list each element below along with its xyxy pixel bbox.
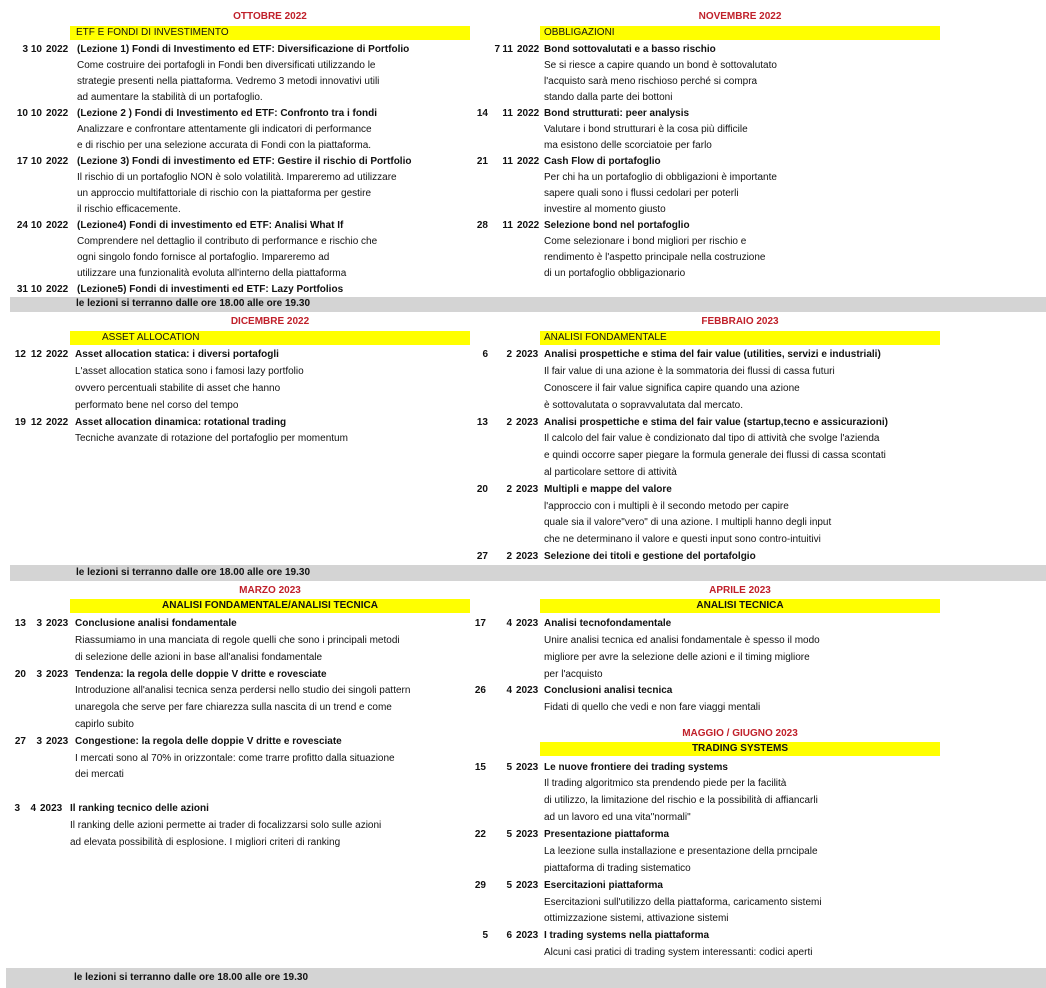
lesson-title: (Lezione5) Fondi di investimenti ed ETF: Lazy Portfolios	[77, 284, 344, 295]
date-day: 20	[476, 484, 488, 495]
date-day: 17	[16, 156, 28, 167]
month-heading-february: FEBBRAIO 2023	[701, 316, 779, 327]
date-year: 2023	[516, 880, 539, 891]
date-year: 2023	[516, 762, 539, 773]
date-day: 14	[476, 108, 488, 119]
date-month: 10	[30, 220, 42, 231]
date-month: 4	[506, 618, 512, 629]
date-year: 2023	[40, 803, 63, 814]
lesson-title: (Lezione 1) Fondi di Investimento ed ETF: Diversificazione di Portfolio	[77, 44, 410, 55]
date-year: 2022	[517, 156, 540, 167]
lesson-desc: che ne determinano il valore e questi input sono contro-intuitivi	[544, 534, 821, 545]
lesson-desc: ogni singolo fondo fornisce al portafoglio. Impareremo ad	[77, 252, 330, 263]
lesson-desc: Comprendere nel dettaglio il contributo di performance e rischio che	[77, 236, 378, 247]
date-year: 2022	[46, 44, 69, 55]
date-year: 2022	[46, 284, 69, 295]
month-heading-march: MARZO 2023	[239, 585, 301, 596]
date-year: 2023	[46, 736, 69, 747]
date-month: 11	[502, 220, 513, 231]
lesson-title: Analisi tecnofondamentale	[544, 618, 672, 629]
month-heading-december: DICEMBRE 2022	[230, 316, 310, 327]
lesson-title: Bond sottovalutati e a basso rischio	[544, 44, 716, 55]
lesson-title: Selezione bond nel portafoglio	[544, 220, 690, 231]
date-day: 26	[474, 685, 486, 696]
lesson-title: (Lezione4) Fondi di investimento ed ETF: Analisi What If	[77, 220, 344, 231]
date-year: 2023	[516, 829, 539, 840]
lesson-desc: di selezione delle azioni in base all'analisi fondamentale	[75, 652, 323, 663]
lesson-title: Il ranking tecnico delle azioni	[70, 803, 209, 814]
lesson-desc: unaregola che serve per fare chiarezza sulla nascita di un trend e come	[75, 702, 392, 713]
lesson-title: Le nuove frontiere dei trading systems	[544, 762, 728, 773]
schedule-note-bar	[6, 968, 1046, 988]
lesson-desc: ad un lavoro ed una vita"normali"	[544, 812, 691, 823]
date-year: 2023	[516, 930, 539, 941]
lesson-title: Presentazione piattaforma	[544, 829, 670, 840]
date-year: 2023	[46, 618, 69, 629]
date-day: 3	[22, 44, 28, 55]
lesson-title: Congestione: la regola delle doppie V dritte e rovesciate	[75, 736, 342, 747]
lesson-desc: investire al momento giusto	[544, 204, 666, 215]
schedule-note-bar	[10, 297, 1046, 312]
lesson-title: Cash Flow di portafoglio	[544, 156, 661, 167]
topic-bar-may-june: TRADING SYSTEMS	[540, 742, 940, 756]
lesson-desc: rendimento è l'aspetto principale nella costruzione	[544, 252, 766, 263]
month-heading-april: APRILE 2023	[709, 585, 771, 596]
date-day: 27	[14, 736, 26, 747]
lesson-title: (Lezione 3) Fondi di investimento ed ETF: Gestire il rischio di Portfolio	[77, 156, 412, 167]
date-day: 13	[14, 618, 26, 629]
schedule-note: le lezioni si terranno dalle ore 18.00 alle ore 19.30	[76, 567, 310, 578]
lesson-desc: il rischio efficacemente.	[77, 204, 181, 215]
lesson-desc: Il trading algoritmico sta prendendo piede per la facilità	[544, 778, 787, 789]
date-year: 2022	[46, 417, 69, 428]
date-day: 27	[476, 551, 488, 562]
date-year: 2023	[516, 551, 539, 562]
date-day: 17	[474, 618, 486, 629]
topic-bar-december: ASSET ALLOCATION	[70, 331, 470, 345]
date-day: 12	[14, 349, 26, 360]
lesson-desc: e di rischio per una selezione accurata di Fondi con la piattaforma.	[77, 140, 372, 151]
lesson-title: Selezione dei titoli e gestione del portafolgio	[544, 551, 756, 562]
lesson-desc: di utilizzo, la limitazione del rischio e la possibilità di affiancarli	[544, 795, 818, 806]
lesson-title: Tendenza: la regola delle doppie V dritte e rovesciate	[75, 669, 327, 680]
lesson-desc: un approccio multifattoriale di rischio con la piattaforma per gestire	[77, 188, 372, 199]
date-month: 5	[506, 762, 512, 773]
lesson-title: Asset allocation statica: i diversi portafogli	[75, 349, 279, 360]
date-month: 10	[30, 156, 42, 167]
date-month: 6	[506, 930, 512, 941]
date-month: 4	[30, 803, 36, 814]
lesson-desc: stando dalla parte dei bottoni	[544, 92, 673, 103]
date-month: 12	[30, 417, 42, 428]
lesson-desc: capirlo subito	[75, 719, 134, 730]
date-year: 2023	[516, 484, 539, 495]
date-month: 2	[506, 551, 512, 562]
lesson-desc: dei mercati	[75, 769, 124, 780]
date-day: 20	[14, 669, 26, 680]
lesson-desc: strategie presenti nella piattaforma. Vedremo 3 metodi innovativi utili	[77, 76, 380, 87]
date-month: 2	[506, 349, 512, 360]
lesson-title: Analisi prospettiche e stima del fair value (startup,tecno e assicurazioni)	[544, 417, 888, 428]
lesson-desc: di un portafoglio obbligazionario	[544, 268, 686, 279]
schedule-note: le lezioni si terranno dalle ore 18.00 alle ore 19.30	[74, 972, 308, 983]
date-year: 2023	[516, 685, 539, 696]
lesson-desc: l'approccio con i multipli è il secondo metodo per capire	[544, 501, 789, 512]
lesson-desc: migliore per avre la selezione delle azioni e il timing migliore	[544, 652, 810, 663]
lesson-desc: I mercati sono al 70% in orizzontale: come trarre profitto dalla situazione	[75, 753, 395, 764]
lesson-desc: Alcuni casi pratici di trading system interessanti: codici aperti	[544, 947, 813, 958]
date-year: 2022	[517, 108, 540, 119]
month-heading-november: NOVEMBRE 2022	[698, 11, 782, 22]
lesson-desc: performato bene nel corso del tempo	[75, 400, 239, 411]
lesson-desc: Unire analisi tecnica ed analisi fondamentale è spesso il modo	[544, 635, 820, 646]
lesson-desc: piattaforma di trading sistematico	[544, 863, 691, 874]
lesson-title: I trading systems nella piattaforma	[544, 930, 710, 941]
lesson-desc: Analizzare e confrontare attentamente gli indicatori di performance	[77, 124, 372, 135]
lesson-desc: quale sia il valore"vero" di una azione. I multipli hanno degli input	[544, 517, 832, 528]
topic-bar-october: ETF E FONDI DI INVESTIMENTO	[70, 26, 470, 40]
date-month: 5	[506, 880, 512, 891]
date-year: 2022	[46, 108, 69, 119]
topic-bar-april: ANALISI TECNICA	[540, 599, 940, 613]
lesson-desc: ma esistono delle scorciatoie per farlo	[544, 140, 712, 151]
date-day: 31	[16, 284, 28, 295]
lesson-desc: Fidati di quello che vedi e non fare viaggi mentali	[544, 702, 761, 713]
lesson-desc: Il calcolo del fair value è condizionato dal tipo di attività che svolge l'azienda	[544, 433, 880, 444]
date-month: 11	[502, 156, 513, 167]
date-month: 4	[506, 685, 512, 696]
date-month: 5	[506, 829, 512, 840]
lesson-title: Analisi prospettiche e stima del fair value (utilities, servizi e industriali)	[544, 349, 881, 360]
lesson-desc: Tecniche avanzate di rotazione del portafoglio per momentum	[75, 433, 348, 444]
date-day: 22	[474, 829, 486, 840]
schedule-note-bar	[10, 565, 1046, 581]
lesson-desc: Se si riesce a capire quando un bond è sottovalutato	[544, 60, 777, 71]
lesson-desc: utilizzare una funzionalità evoluta all'interno della piattaforma	[77, 268, 347, 279]
lesson-desc: L'asset allocation statica sono i famosi lazy portfolio	[75, 366, 304, 377]
lesson-desc: Il ranking delle azioni permette ai trader di focalizzarsi solo sulle azioni	[70, 820, 382, 831]
lesson-title: Multipli e mappe del valore	[544, 484, 672, 495]
lesson-title: Esercitazioni piattaforma	[544, 880, 663, 891]
date-day: 13	[476, 417, 488, 428]
topic-bar-november: OBBLIGAZIONI	[540, 26, 940, 40]
date-day: 10	[16, 108, 28, 119]
date-year: 2023	[46, 669, 69, 680]
lesson-desc: Esercitazioni sull'utilizzo della piattaforma, caricamento sistemi	[544, 897, 822, 908]
lesson-title: Asset allocation dinamica: rotational trading	[75, 417, 287, 428]
lesson-desc: ovvero percentuali stabilite di asset che hanno	[75, 383, 281, 394]
lesson-desc: ad elevata possibilità di esplosione. I migliori criteri di ranking	[70, 837, 341, 848]
date-day: 15	[474, 762, 486, 773]
date-month: 11	[502, 44, 513, 55]
date-year: 2023	[516, 618, 539, 629]
month-heading-may-june: MAGGIO / GIUGNO 2023	[682, 728, 798, 739]
lesson-desc: ad aumentare la stabilità di un portafoglio.	[77, 92, 263, 103]
month-heading-october: OTTOBRE 2022	[233, 11, 307, 22]
lesson-desc: al particolare settore di attività	[544, 467, 677, 478]
lesson-desc: Come selezionare i bond migliori per rischio e	[544, 236, 747, 247]
date-day: 24	[16, 220, 28, 231]
date-month: 10	[30, 284, 42, 295]
lesson-desc: è sottovalutata o sopravvalutata dal mercato.	[544, 400, 744, 411]
topic-bar-february: ANALISI FONDAMENTALE	[540, 331, 940, 345]
date-month: 3	[36, 736, 42, 747]
date-year: 2022	[46, 156, 69, 167]
date-month: 2	[506, 484, 512, 495]
lesson-desc: ottimizzazione sistemi, attivazione sistemi	[544, 913, 729, 924]
lesson-desc: Valutare i bond strutturari è la cosa più difficile	[544, 124, 748, 135]
lesson-desc: Il fair value di una azione è la sommatoria dei flussi di cassa futuri	[544, 366, 835, 377]
lesson-desc: l'acquisto sarà meno rischioso perché si compra	[544, 76, 758, 87]
schedule-note: le lezioni si terranno dalle ore 18.00 alle ore 19.30	[76, 298, 310, 309]
date-month: 11	[502, 108, 513, 119]
lesson-title: Bond strutturati: peer analysis	[544, 108, 690, 119]
lesson-desc: Introduzione all'analisi tecnica senza perdersi nello studio dei singoli pattern	[75, 685, 411, 696]
date-month: 12	[30, 349, 42, 360]
date-month: 10	[30, 108, 42, 119]
date-month: 10	[30, 44, 42, 55]
topic-bar-march: ANALISI FONDAMENTALE/ANALISI TECNICA	[70, 599, 470, 613]
lesson-title: Conclusione analisi fondamentale	[75, 618, 237, 629]
date-day: 29	[474, 880, 486, 891]
lesson-desc: Il rischio di un portafoglio NON è solo volatilità. Impareremo ad utilizzare	[77, 172, 397, 183]
date-month: 3	[36, 669, 42, 680]
date-month: 2	[506, 417, 512, 428]
date-day: 6	[482, 349, 488, 360]
date-year: 2023	[516, 349, 539, 360]
date-year: 2023	[516, 417, 539, 428]
date-day: 28	[476, 220, 488, 231]
date-year: 2022	[517, 220, 540, 231]
lesson-title: (Lezione 2 ) Fondi di Investimento ed ETF: Confronto tra i fondi	[77, 108, 377, 119]
lesson-desc: Per chi ha un portafoglio di obbligazioni è importante	[544, 172, 777, 183]
date-day: 3	[14, 803, 20, 814]
lesson-title: Conclusioni analisi tecnica	[544, 685, 673, 696]
lesson-desc: sapere quali sono i flussi cedolari per poterli	[544, 188, 739, 199]
date-day: 7	[494, 44, 500, 55]
date-year: 2022	[517, 44, 540, 55]
date-year: 2022	[46, 349, 69, 360]
date-day: 5	[482, 930, 488, 941]
lesson-desc: Riassumiamo in una manciata di regole quelli che sono i principali metodi	[75, 635, 400, 646]
lesson-desc: Conoscere il fair value significa capire quando una azione	[544, 383, 800, 394]
date-day: 21	[476, 156, 488, 167]
lesson-desc: La leezione sulla installazione e presentazione della prncipale	[544, 846, 818, 857]
lesson-desc: per l'acquisto	[544, 669, 603, 680]
date-month: 3	[36, 618, 42, 629]
lesson-desc: e quindi occorre saper piegare la formula generale dei flussi di cassa scontati	[544, 450, 886, 461]
date-day: 19	[14, 417, 26, 428]
date-year: 2022	[46, 220, 69, 231]
lesson-desc: Come costruire dei portafogli in Fondi ben diversificati utilizzando le	[77, 60, 376, 71]
